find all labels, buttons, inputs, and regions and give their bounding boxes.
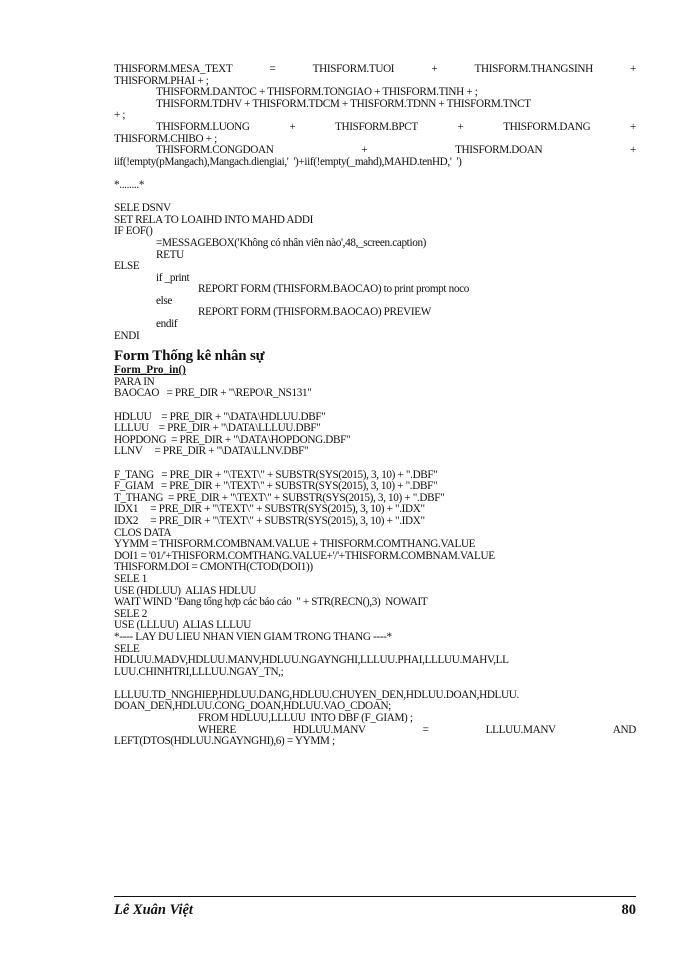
code-token: + <box>457 120 464 133</box>
code-line: F_GIAM = PRE_DIR + "\TEXT\" + SUBSTR(SYS(2015), 3, 10) + ".DBF" <box>114 480 438 493</box>
code-line <box>114 122 636 134</box>
code-token: + <box>431 63 438 75</box>
code-line: HDLUU = PRE_DIR + "\DATA\HDLUU.DBF" <box>114 410 326 423</box>
blank-line <box>114 192 636 204</box>
blank-line <box>114 458 636 470</box>
code-line: THISFORM.DOI = CMONTH(CTOD(DOI1)) <box>114 561 313 574</box>
code-line: LLNV = PRE_DIR + "\DATA\LLNV.DBF" <box>114 445 309 458</box>
code-token: LLLUU.MANV <box>485 723 556 736</box>
code-line: USE (HDLUU) ALIAS HDLUU <box>114 584 256 597</box>
code-line: else <box>156 294 172 307</box>
code-line: iif(!empty(pMangach),Mangach.diengiai,' ')+iif(!empty(_mahd),MAHD.tenHD,' ') <box>114 155 462 168</box>
code-line: REPORT FORM (THISFORM.BAOCAO) to print prompt noco <box>198 283 469 296</box>
document-body <box>114 64 636 748</box>
code-line: SELE <box>114 642 140 655</box>
code-line: BAOCAO = PRE_DIR + "\REPO\R_NS131" <box>114 387 312 400</box>
code-token: + <box>630 63 636 75</box>
section-heading: Form Thống kê nhân sự <box>114 348 265 365</box>
code-token: = <box>269 63 276 75</box>
code-token: + <box>630 144 636 157</box>
code-line: T_THANG = PRE_DIR + "\TEXT\" + SUBSTR(SYS(2015), 3, 10) + ".DBF" <box>114 491 445 504</box>
code-token: THISFORM.DOAN <box>455 144 543 157</box>
code-line: HOPDONG = PRE_DIR + "\DATA\HOPDONG.DBF" <box>114 433 351 446</box>
code-line: HDLUU.MADV,HDLUU.MANV,HDLUU.NGAYNGHI,LLLUU.PHAI,LLLUU.MAHV,LL <box>114 654 509 667</box>
code-line: if _print <box>156 271 190 284</box>
code-line: CLOS DATA <box>114 526 172 539</box>
code-token: THISFORM.MESA_TEXT <box>114 63 233 75</box>
code-token: THISFORM.THANGSINH <box>474 63 593 75</box>
code-line: YYMM = THISFORM.COMBNAM.VALUE + THISFORM.COMTHANG.VALUE <box>114 538 476 551</box>
code-line: LUU.CHINHTRI,LLLUU.NGAY_TN,; <box>114 665 284 678</box>
code-line: SELE DSNV <box>114 202 171 215</box>
code-token: AND <box>612 723 636 736</box>
code-line: =MESSAGEBOX('Không có nhân viên nào',48,_screen.caption) <box>156 236 427 249</box>
code-line: SELE 2 <box>114 607 148 620</box>
code-line: ELSE <box>114 260 140 273</box>
blank-line <box>114 400 636 412</box>
code-line: LLLUU.TD_NNGHIEP,HDLUU.DANG,HDLUU.CHUYEN_DEN,HDLUU.DOAN,HDLUU. <box>114 688 519 701</box>
code-line: SELE 1 <box>114 572 148 585</box>
code-token: + <box>289 120 296 133</box>
procedure-name: Form_Pro_in() <box>114 364 186 377</box>
code-line: *---- LAY DU LIEU NHAN VIEN GIAM TRONG THANG ----* <box>114 630 392 643</box>
code-token: + <box>361 144 368 157</box>
footer-author: Lê Xuân Việt <box>114 902 193 918</box>
page-footer <box>114 902 636 919</box>
code-line: THISFORM.PHAI + ; <box>114 74 209 87</box>
code-line: PARA IN <box>114 375 155 388</box>
code-line: LLLUU = PRE_DIR + "\DATA\LLLUU.DBF" <box>114 422 321 435</box>
code-line: REPORT FORM (THISFORM.BAOCAO) PREVIEW <box>198 306 431 319</box>
code-token: THISFORM.DANG <box>503 120 591 133</box>
code-line: IDX2 = PRE_DIR + "\TEXT\" + SUBSTR(SYS(2015), 3, 10) + ".IDX" <box>114 514 425 527</box>
code-block-report <box>114 64 636 342</box>
code-line: LEFT(DTOS(HDLUU.NGAYNGHI),6) = YYMM ; <box>114 735 335 748</box>
code-line: IDX1 = PRE_DIR + "\TEXT\" + SUBSTR(SYS(2015), 3, 10) + ".IDX" <box>114 503 425 516</box>
page-number: 80 <box>621 902 636 918</box>
code-line: RETU <box>156 248 184 261</box>
footer-rule <box>114 896 636 897</box>
code-token: HDLUU.MANV <box>293 723 366 736</box>
code-line: SET RELA TO LOAIHD INTO MAHD ADDI <box>114 213 313 226</box>
code-line: + ; <box>114 109 126 122</box>
code-line: F_TANG = PRE_DIR + "\TEXT\" + SUBSTR(SYS(2015), 3, 10) + ".DBF" <box>114 468 438 481</box>
code-line: ENDI <box>114 329 140 342</box>
code-line: DOI1 = '01/'+THISFORM.COMTHANG.VALUE+'/'+THISFORM.COMBNAM.VALUE <box>114 549 495 562</box>
code-line: FROM HDLUU,LLLUU INTO DBF (F_GIAM) ; <box>198 712 413 725</box>
code-token: THISFORM.TUOI <box>312 63 395 75</box>
code-block-form-pro-in <box>114 377 636 748</box>
code-line: THISFORM.DANTOC + THISFORM.TONGIAO + THISFORM.TINH + ; <box>156 86 478 99</box>
code-line <box>114 64 636 76</box>
code-line <box>114 145 636 157</box>
code-token: THISFORM.CONGDOAN <box>156 144 274 157</box>
code-token: + <box>630 120 636 133</box>
blank-line <box>114 168 636 180</box>
code-line: *........* <box>114 178 145 191</box>
code-token: THISFORM.BPCT <box>335 120 418 133</box>
code-line: DOAN_DEN,HDLUU.CONG_DOAN,HDLUU.VAO_CDOAN; <box>114 700 391 713</box>
code-line: IF EOF() <box>114 225 153 238</box>
code-line: USE (LLLUU) ALIAS LLLUU <box>114 619 252 632</box>
code-line: THISFORM.TDHV + THISFORM.TDCM + THISFORM.TDNN + THISFORM.TNCT <box>156 97 531 110</box>
code-token: = <box>422 723 429 736</box>
code-token: WHERE <box>198 723 237 736</box>
code-line: WAIT WIND "Đang tổng hợp các báo cáo " + STR(RECN(),3) NOWAIT <box>114 596 428 609</box>
code-line: THISFORM.CHIBO + ; <box>114 132 217 145</box>
code-token: THISFORM.LUONG <box>156 120 250 133</box>
code-line: endif <box>156 318 178 331</box>
